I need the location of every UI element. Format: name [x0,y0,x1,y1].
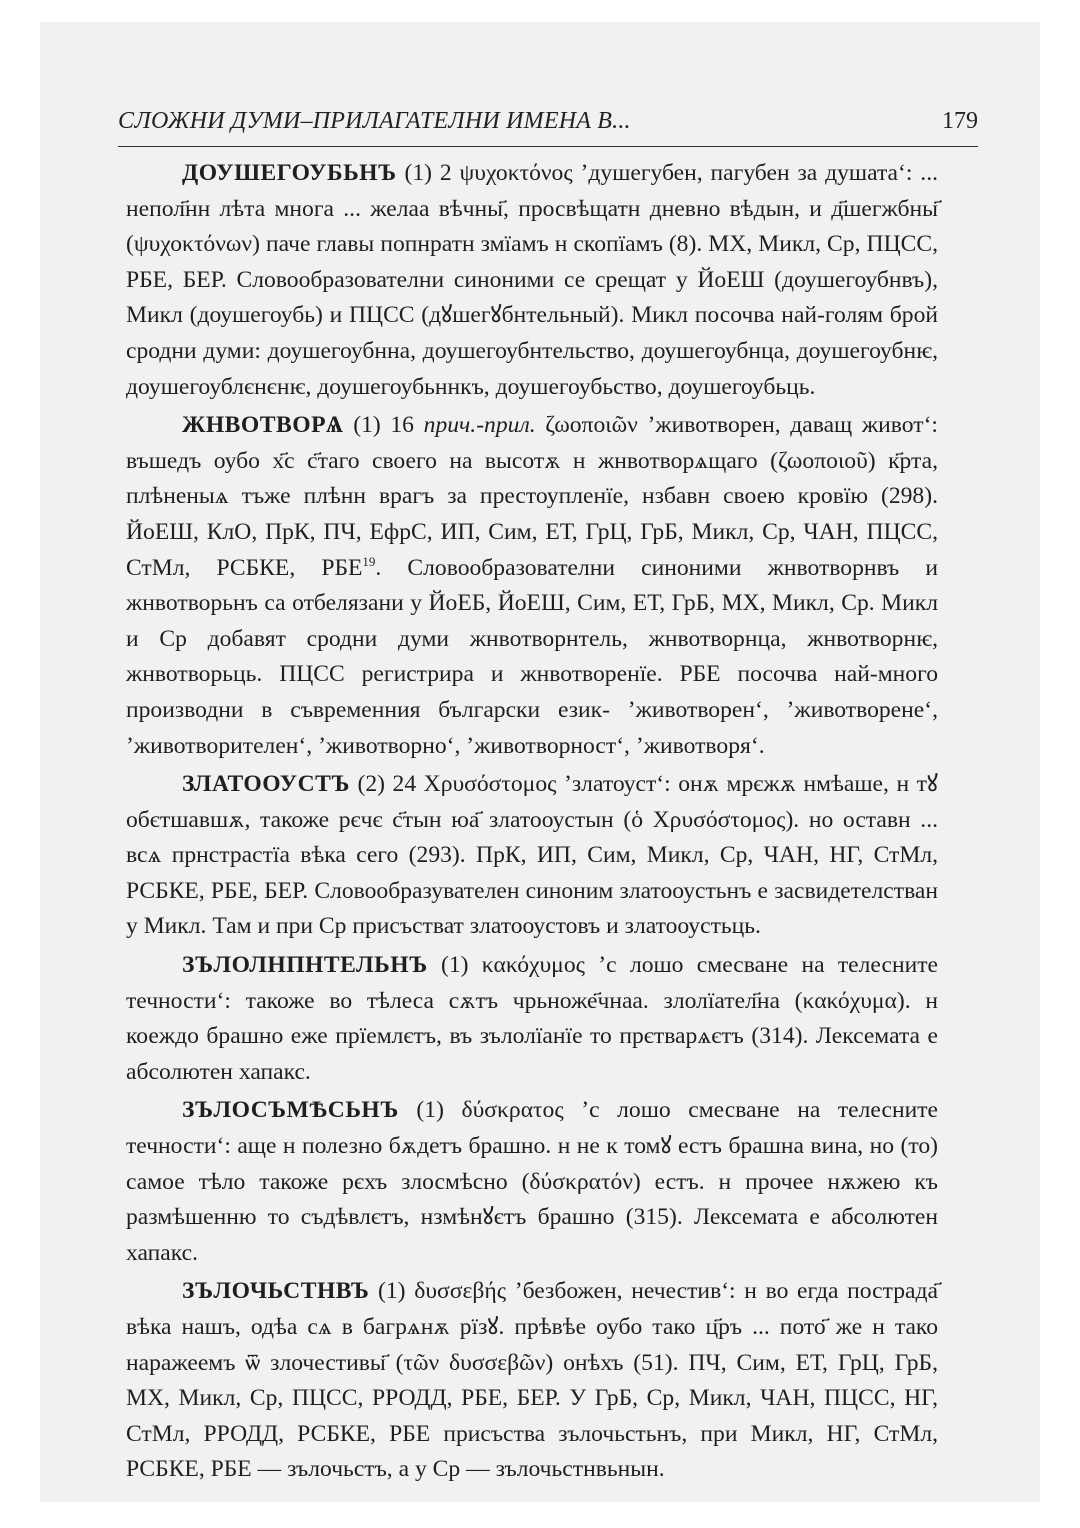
entry-headword: ДОУШЕГОУБЬНЪ [182,160,397,186]
entry-text: (2) 24 Χρυσόστομος ’златоуст‘: онѫ мрєжѫ нмѣаше, н тꙋ обєтшавшѫ, такоже рєчє с҃тын юа҃ златооустын (ὁ Χρυσόστομος). но оставн ... всѧ прнстрастїа вѣка сего (293). ПрК, ИП, Сим, Микл, Ср, ЧАН, НГ, СтМл, РСБКЕ, РБЕ, БЕР. Словообразувателен синоним златооустьнъ е засвидетелстван у Микл. Там и при Ср присъстват златооустовъ и златооустьць. [126,771,938,940]
page-header [118,106,978,147]
running-title: СЛОЖНИ ДУМИ–ПРИЛАГАТЕЛНИ ИМЕНА В... [118,108,631,134]
dictionary-entry [126,1274,938,1488]
dictionary-entry [126,767,938,945]
entry-text: (1) δυσσεβής ’безбожен, нечестив‘: н во егда пострада҃ вѣка нашъ, одѣа сѧ в багрѧнѫ рїзꙋ. прѣвѣе оубо тако ц҃ръ ... пото҃ же н тако наражеемъ ѿ злочестивы҃ (τῶν δυσσεβῶν) онѣхъ (51). ПЧ, Сим, ЕТ, ГрЦ, ГрБ, МХ, Микл, Ср, ПЦСС, РРОДД, РБЕ, БЕР. У ГрБ, Ср, Микл, ЧАН, ПЦСС, НГ, СтМл, РРОДД, РСБКЕ, РБЕ присъства зълочьстьнъ, при Микл, НГ, СтМл, РСБКЕ, РБЕ — зълочьстъ, а у Ср — зълочьстнвьнын. [126,1278,938,1483]
entry-text: ζωοποιῶν ’животворен, даващ живот‘: въшедъ оубо х҃с с҃таго своего на высотѫ н жнвотворѧщаго (ζωοποιοῦ) к҃рта, плѣненыѧ тъже плѣнн врагъ за престоупленїе, нзбавн своею кровїю (298). ЙоЕШ, КлО, ПрК, ПЧ, ЕфрС, ИП, Сим, ЕТ, ГрЦ, ГрБ, Микл, Ср, ЧАН, ПЦСС, СтМл, РСБКЕ, РБЕ [126,412,938,581]
entry-text: (1) 16 [343,412,424,439]
footnote-mark: 19 [362,553,376,569]
entry-text: (1) κακόχυμος ’с лошо смесване на телесните течности‘: такоже во тѣлеса сѫтъ чрьноже҃чнаа. злолїател҃на (κακόχυμα). н коеждо брашно еже прїемлєтъ, въ зълолїанїе то прєтварѧєтъ (314). Лексемата е абсолютен хапакс. [126,952,938,1085]
grammatical-label: прич.-прил. [423,412,536,439]
dictionary-entry [126,408,938,764]
entry-headword: ЗЪЛОЧЬСТНВЪ [182,1278,370,1305]
entry-headword: ЗЛАТООУСТЪ [182,771,350,798]
page-number: 179 [942,108,978,134]
dictionary-entry [126,156,938,405]
entry-headword: ЗЪЛОСЪМѢСЬНЪ [182,1097,399,1124]
entry-text: . Словообразователни синоними жнвотворнвъ и жнвотворьнъ са отбелязани у ЙоЕБ, ЙоЕШ, Сим, ЕТ, ГрБ, МХ, Микл, Ср. Микл и Ср добавят сродни думи жнвотворнтель, жнвотворнца, жнвотворнѥ, жнвотворьць. ПЦСС регистрира и жнвотворенїе. РБЕ посочва най-много производни в съвременния български език- ’животворен‘, ’животворене‘, ’животворителен‘, ’животворно‘, ’животворност‘, ’животворя‘. [126,554,938,759]
dictionary-entry [126,948,938,1090]
entry-headword: ЗЪЛОЛНПНТЕЛЬНЪ [182,952,428,979]
dictionary-entry [126,1093,938,1271]
dictionary-body [126,156,938,1491]
entry-headword: ЖНВОТВОРѦ [182,412,344,439]
entry-text: (1) 2 ψυχοκτόνος ’душегубен, пагубен за душата‘: ... непол҃нн лѣта многа ... желаа вѣчны҃, просвѣщатн дневно вѣдын, и д҃шегжбны҃ (ψυχοκτόνων) паче главы попнратн змїамъ н скопїамъ (8). МХ, Микл, Ср, ПЦСС, РБЕ, БЕР. Словообразователни синоними се срещат у ЙоЕШ (доушегоубнвъ), Микл (доушегоубь) и ПЦСС (дꙋшегꙋбнтельный). Микл посочва най-голям брой сродни думи: доушегоубнна, доушегоубнтельство, доушегоубнца, доушегоубнѥ, доушегоублєнєнѥ, доушегоубьннкъ, доушегоубьство, доушегоубьць. [126,160,938,400]
entry-text: (1) δύσκρατος ’с лошо смесване на телесните течности‘: аще н полезно бѫдетъ брашно. н не к томꙋ естъ брашна вина, но (то) самое тѣло такоже рєхъ злосмѣсно (δύσκρατόν) естъ. н прочее нѫжею къ размѣшенню то съдѣвлєтъ, нзмѣнꙋєтъ брашно (315). Лексемата е абсолютен хапакс. [126,1097,938,1266]
